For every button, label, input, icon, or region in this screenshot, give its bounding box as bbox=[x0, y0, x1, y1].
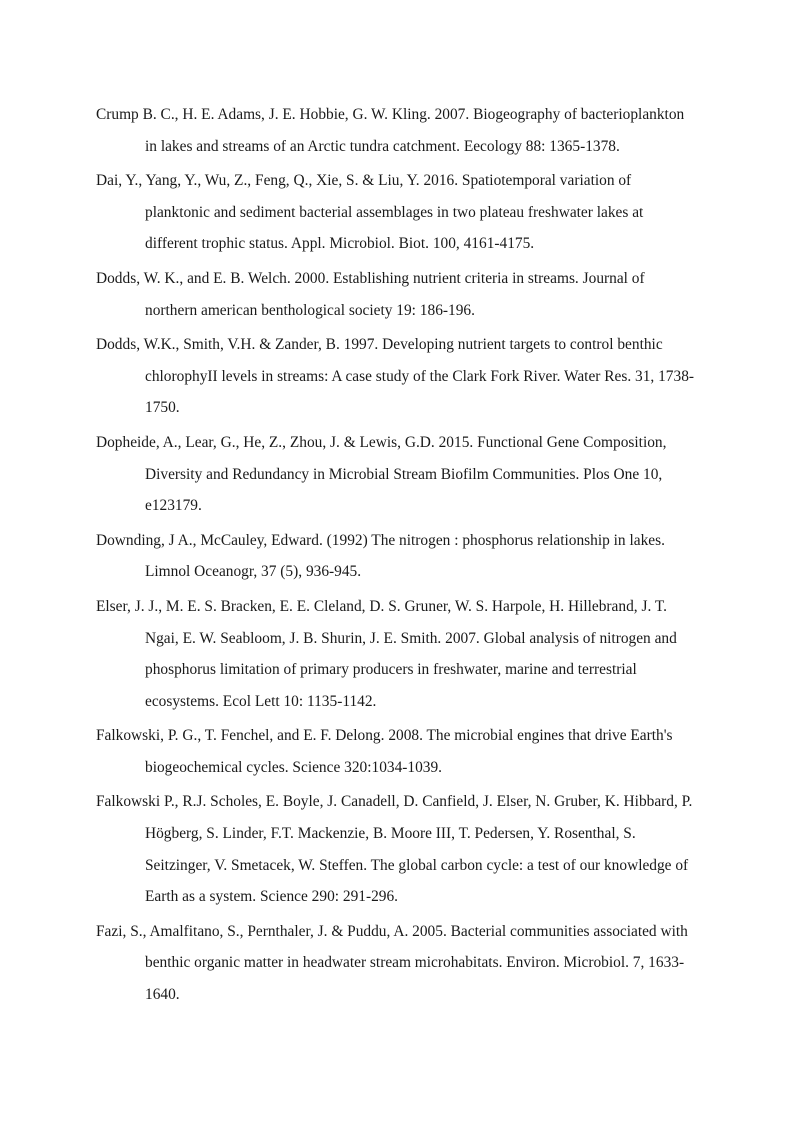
reference-entry: Dodds, W.K., Smith, V.H. & Zander, B. 1997. Developing nutrient targets to control benthic chlorophyII levels in streams: A case study of the Clark Fork River. Water Res. 31, 1738-1750. bbox=[96, 336, 695, 417]
reference-entry: Fazi, S., Amalfitano, S., Pernthaler, J. & Puddu, A. 2005. Bacterial communities associated with benthic organic matter in headwater stream microhabitats. Environ. Microbiol. 7, 1633-1640. bbox=[96, 922, 688, 1004]
reference-entry: Dopheide, A., Lear, G., He, Z., Zhou, J. & Lewis, G.D. 2015. Functional Gene Composition, Diversity and Redundancy in Microbial Stream Biofilm Communities. Plos One 10, e123179. bbox=[96, 433, 667, 515]
reference-list bbox=[96, 99, 696, 1014]
reference-entry: Dai, Y., Yang, Y., Wu, Z., Feng, Q., Xie, S. & Liu, Y. 2016. Spatiotemporal variation of planktonic and sediment bacterial assemblages in two plateau freshwater lakes at different trophic status. Appl. Microbiol. Biot. 100, 4161-4175. bbox=[96, 172, 644, 253]
reference-entry: Dodds, W. K., and E. B. Welch. 2000. Establishing nutrient criteria in streams. Journal of northern american benthological society 19: 186-196. bbox=[96, 269, 645, 319]
reference-entry: Downding, J A., McCauley, Edward. (1992) The nitrogen : phosphorus relationship in lakes. Limnol Oceanogr, 37 (5), 936-945. bbox=[96, 531, 665, 581]
reference-entry: Falkowski P., R.J. Scholes, E. Boyle, J. Canadell, D. Canfield, J. Elser, N. Gruber, K. Hibbard, P. Högberg, S. Linder, F.T. Mackenzie, B. Moore III, T. Pedersen, Y. Rosenthal, S. Seitzinger, V. Smetacek, W. Steffen. The global carbon cycle: a test of our knowledge of Earth as a system. Science 290: 291-296. bbox=[96, 793, 693, 906]
reference-entry: Crump B. C., H. E. Adams, J. E. Hobbie, G. W. Kling. 2007. Biogeography of bacterioplankton in lakes and streams of an Arctic tundra catchment. Eecology 88: 1365-1378. bbox=[96, 106, 685, 155]
reference-entry: Elser, J. J., M. E. S. Bracken, E. E. Cleland, D. S. Gruner, W. S. Harpole, H. Hillebrand, J. T. Ngai, E. W. Seabloom, J. B. Shurin, J. E. Smith. 2007. Global analysis of nitrogen and phosphorus limitation of primary producers in freshwater, marine and terrestrial ecosystems. Ecol Lett 10: 1135-1142. bbox=[96, 597, 677, 710]
reference-entry: Falkowski, P. G., T. Fenchel, and E. F. Delong. 2008. The microbial engines that drive Earth's biogeochemical cycles. Science 320:1034-1039. bbox=[96, 727, 673, 776]
